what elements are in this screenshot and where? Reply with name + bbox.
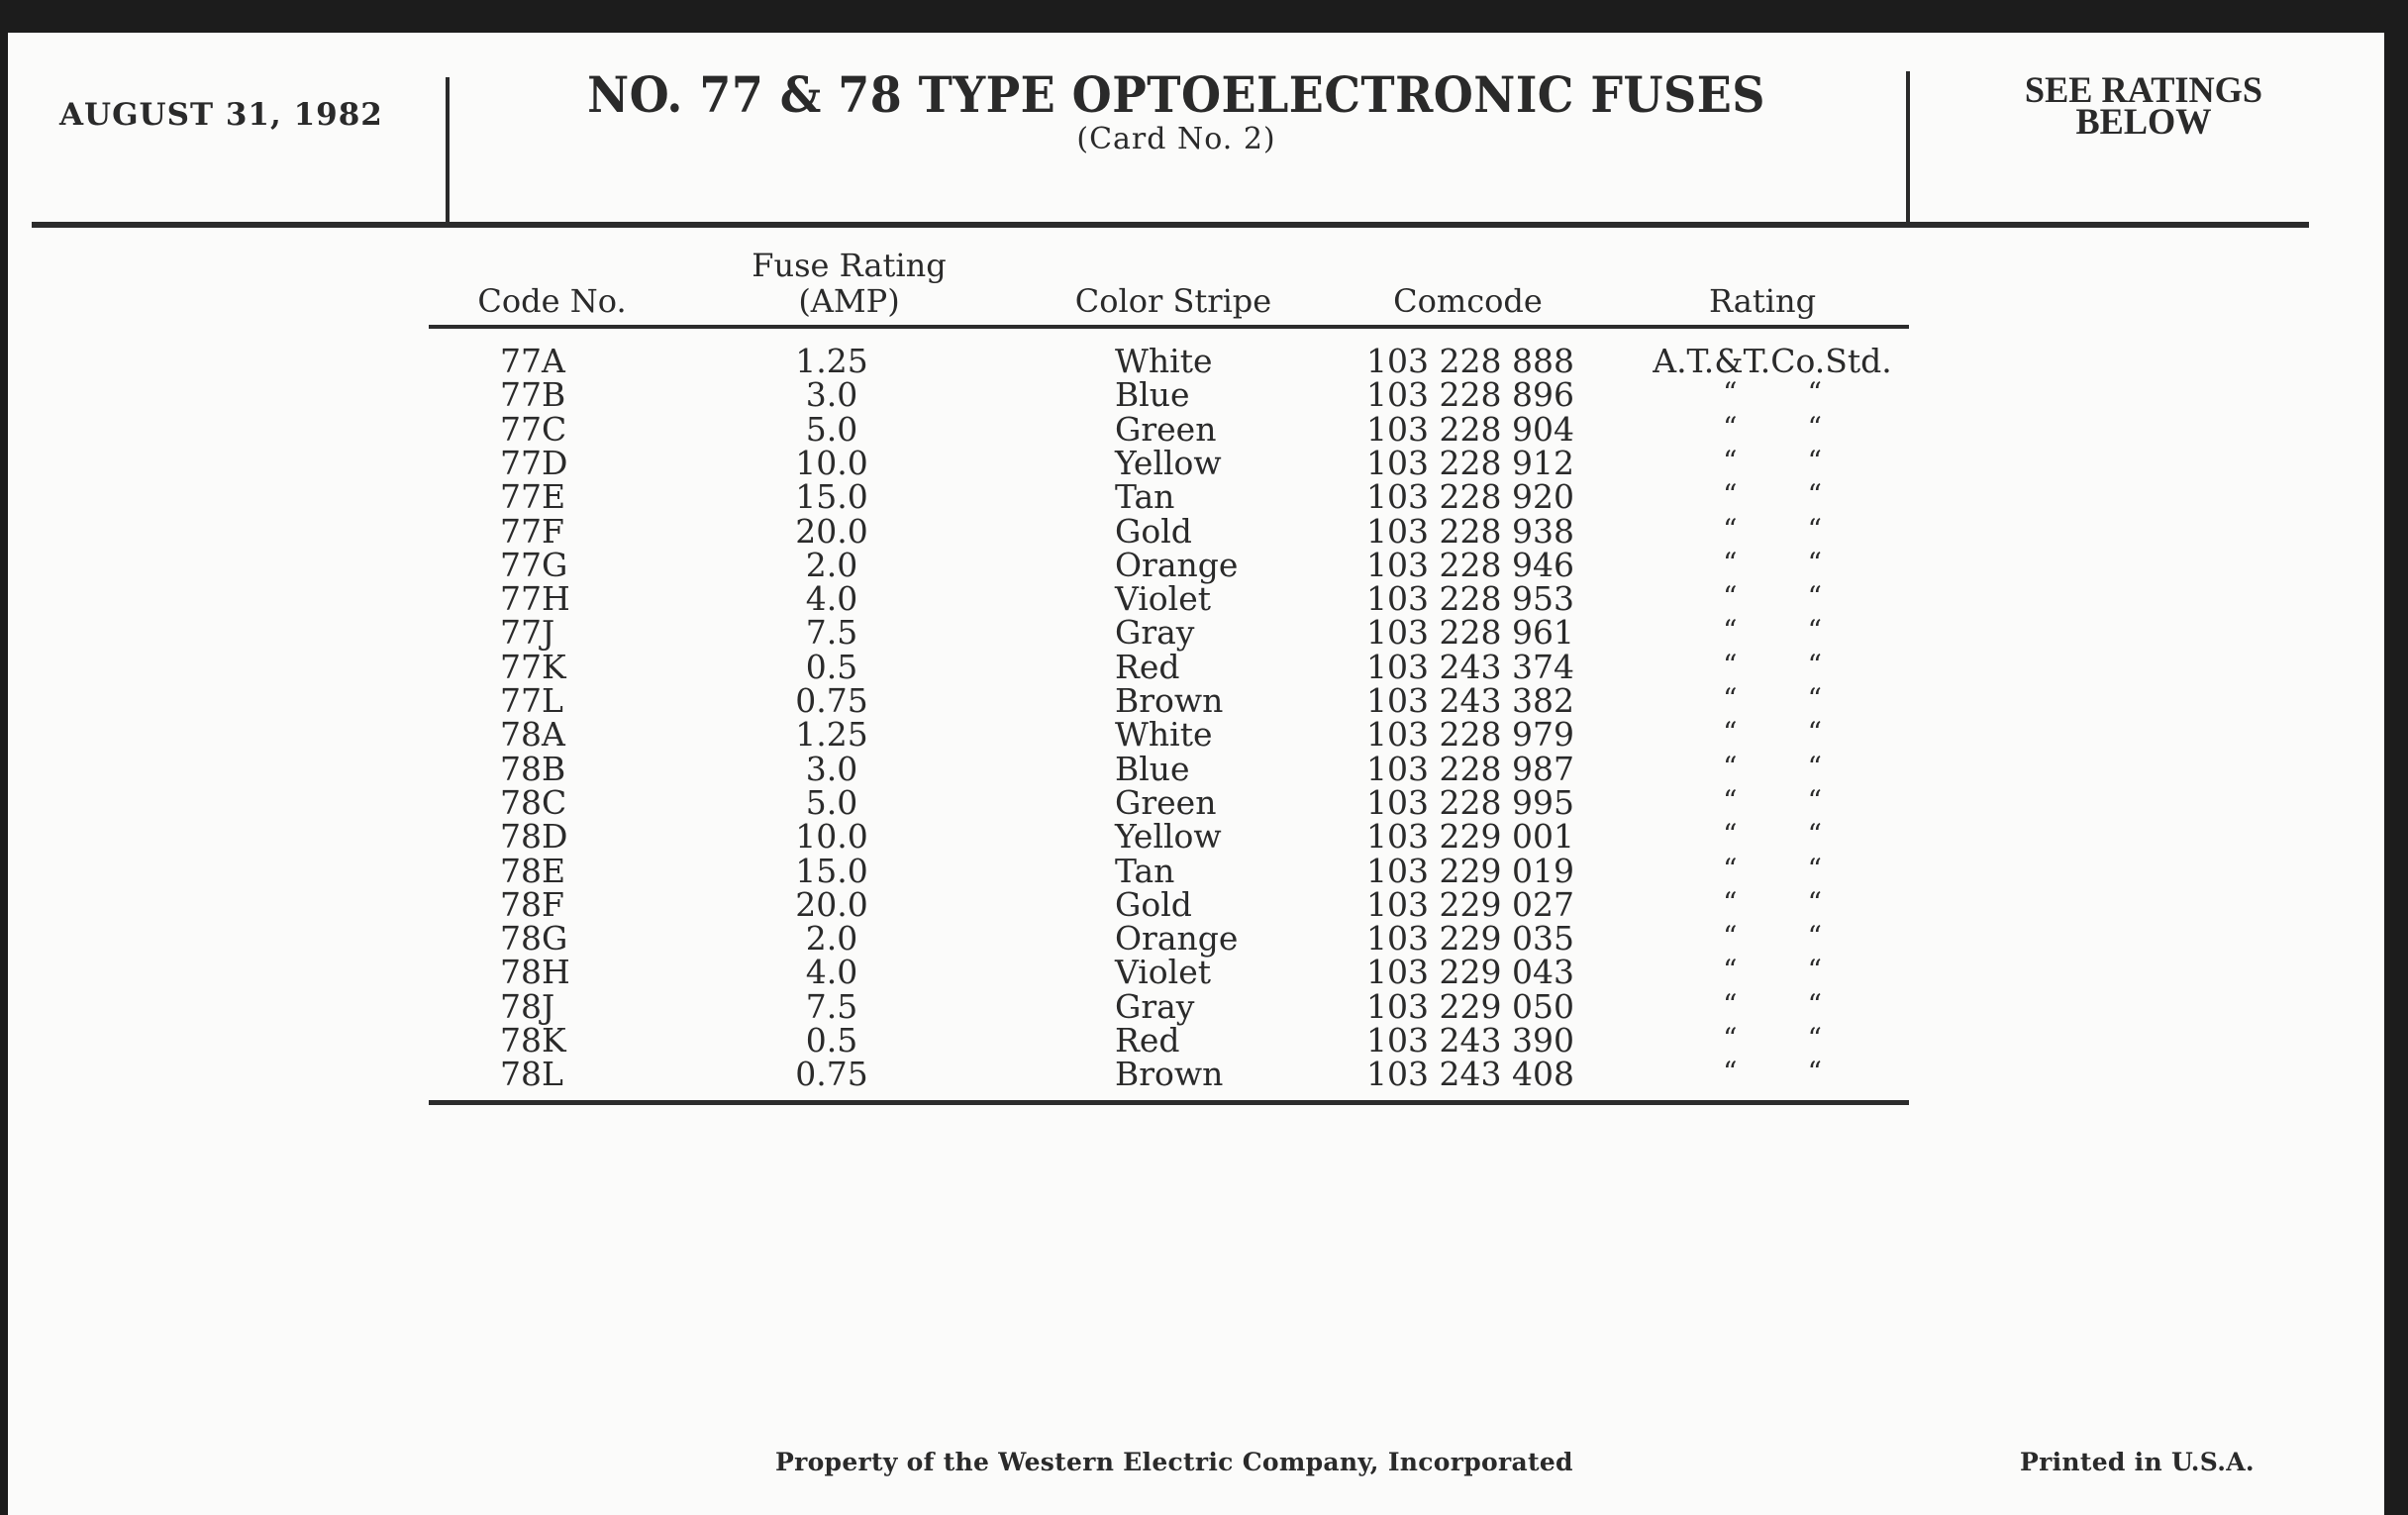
cell-amp: 4.0 bbox=[805, 953, 858, 992]
cell-amp: 5.0 bbox=[805, 409, 858, 449]
cell-amp: 15.0 bbox=[795, 851, 868, 890]
cell-comcode: 103 228 920 bbox=[1366, 477, 1574, 517]
cell-amp: 3.0 bbox=[805, 749, 858, 788]
cell-rating: “ “ bbox=[1723, 750, 1822, 783]
cell-color: Brown bbox=[1115, 681, 1224, 720]
cell-comcode: 103 228 979 bbox=[1366, 715, 1574, 755]
cell-amp: 4.0 bbox=[805, 579, 858, 619]
cell-comcode: 103 229 027 bbox=[1366, 884, 1574, 924]
cell-code: 78F bbox=[500, 884, 564, 924]
cell-color: Tan bbox=[1115, 851, 1175, 890]
cell-color: Blue bbox=[1115, 375, 1190, 415]
cell-color: White bbox=[1115, 715, 1213, 755]
cell-code: 77E bbox=[500, 477, 566, 517]
cell-code: 78K bbox=[500, 1021, 566, 1060]
cell-rating: “ “ bbox=[1723, 783, 1822, 817]
cell-rating: “ “ bbox=[1723, 682, 1822, 715]
cell-rating: “ “ bbox=[1723, 648, 1822, 681]
cell-comcode: 103 228 938 bbox=[1366, 511, 1574, 551]
cell-color: Violet bbox=[1115, 579, 1212, 619]
col-header-code: Code No. bbox=[477, 282, 627, 320]
cell-color: Green bbox=[1115, 409, 1217, 449]
cell-comcode: 103 243 374 bbox=[1366, 647, 1574, 686]
cell-amp: 7.5 bbox=[805, 986, 858, 1026]
cell-amp: 7.5 bbox=[805, 613, 858, 653]
cell-amp: 10.0 bbox=[795, 443, 868, 482]
cell-amp: 20.0 bbox=[795, 511, 868, 551]
cell-amp: 0.5 bbox=[805, 647, 858, 686]
cell-amp: 5.0 bbox=[805, 782, 858, 822]
cell-comcode: 103 229 050 bbox=[1366, 986, 1574, 1026]
cell-rating: “ “ bbox=[1723, 376, 1822, 410]
cell-rating: “ “ bbox=[1723, 716, 1822, 750]
cell-comcode: 103 228 904 bbox=[1366, 409, 1574, 449]
cell-code: 78C bbox=[500, 782, 567, 822]
cell-rating: A.T.&T.Co.Std. bbox=[1653, 342, 1892, 380]
cell-color: Yellow bbox=[1115, 817, 1222, 857]
cell-color: Brown bbox=[1115, 1055, 1224, 1094]
cell-comcode: 103 229 001 bbox=[1366, 817, 1574, 857]
cell-comcode: 103 243 382 bbox=[1366, 681, 1574, 720]
cell-rating: “ “ bbox=[1723, 614, 1822, 648]
cell-rating: “ “ bbox=[1723, 852, 1822, 885]
cell-color: Gray bbox=[1115, 613, 1195, 653]
cell-color: Gold bbox=[1115, 884, 1192, 924]
printed-notice: Printed in U.S.A. bbox=[2020, 1448, 2255, 1476]
cell-amp: 1.25 bbox=[795, 342, 868, 380]
cell-rating: “ “ bbox=[1723, 818, 1822, 852]
cell-rating: “ “ bbox=[1723, 987, 1822, 1021]
cell-code: 77G bbox=[500, 545, 568, 584]
cell-comcode: 103 228 953 bbox=[1366, 579, 1574, 619]
col-header-fuse-rating-line1: Fuse Rating bbox=[752, 247, 947, 284]
cell-code: 77H bbox=[500, 579, 570, 619]
cell-code: 77D bbox=[500, 443, 568, 482]
header-rule bbox=[32, 222, 2309, 228]
col-header-fuse-rating bbox=[713, 248, 985, 319]
cell-color: Red bbox=[1115, 1021, 1180, 1060]
cell-rating: “ “ bbox=[1723, 410, 1822, 444]
cell-color: Orange bbox=[1115, 545, 1239, 584]
col-header-rating: Rating bbox=[1708, 282, 1817, 320]
header-divider-left bbox=[446, 77, 450, 224]
header-divider-right bbox=[1906, 71, 1910, 222]
col-header-comcode: Comcode bbox=[1393, 282, 1543, 320]
cell-comcode: 103 243 390 bbox=[1366, 1021, 1574, 1060]
ratings-note-line2: BELOW bbox=[2075, 102, 2212, 143]
cell-amp: 3.0 bbox=[805, 375, 858, 415]
cell-code: 78B bbox=[500, 749, 566, 788]
cell-comcode: 103 229 035 bbox=[1366, 919, 1574, 959]
cell-code: 78A bbox=[500, 715, 565, 755]
cell-color: Orange bbox=[1115, 919, 1239, 959]
cell-color: Red bbox=[1115, 647, 1180, 686]
cell-comcode: 103 228 946 bbox=[1366, 545, 1574, 584]
cell-code: 77L bbox=[500, 681, 563, 720]
cell-comcode: 103 229 019 bbox=[1366, 851, 1574, 890]
cell-amp: 10.0 bbox=[795, 817, 868, 857]
ratings-note-line1: SEE RATINGS bbox=[2024, 70, 2263, 111]
document-subtitle: (Card No. 2) bbox=[1076, 122, 1276, 156]
cell-code: 77F bbox=[500, 511, 564, 551]
col-header-fuse-rating-line2: (AMP) bbox=[798, 282, 900, 320]
cell-color: Green bbox=[1115, 782, 1217, 822]
cell-amp: 0.75 bbox=[795, 1055, 868, 1094]
cell-color: Gray bbox=[1115, 986, 1195, 1026]
cell-comcode: 103 243 408 bbox=[1366, 1055, 1574, 1094]
col-header-color-stripe: Color Stripe bbox=[1074, 282, 1272, 320]
cell-color: Gold bbox=[1115, 511, 1192, 551]
cell-rating: “ “ bbox=[1723, 954, 1822, 987]
cell-rating: “ “ bbox=[1723, 1056, 1822, 1089]
property-notice: Property of the Western Electric Company, Incorporated bbox=[775, 1448, 1573, 1476]
cell-code: 78J bbox=[500, 986, 555, 1026]
cell-code: 78G bbox=[500, 919, 568, 959]
cell-amp: 2.0 bbox=[805, 919, 858, 959]
cell-code: 77C bbox=[500, 409, 567, 449]
cell-comcode: 103 228 888 bbox=[1366, 342, 1574, 380]
ratings-note bbox=[1916, 70, 2372, 143]
cell-rating: “ “ bbox=[1723, 444, 1822, 477]
cell-amp: 15.0 bbox=[795, 477, 868, 517]
cell-code: 78H bbox=[500, 953, 570, 992]
cell-amp: 0.75 bbox=[795, 681, 868, 720]
cell-code: 78E bbox=[500, 851, 566, 890]
cell-rating: “ “ bbox=[1723, 920, 1822, 954]
cell-amp: 20.0 bbox=[795, 884, 868, 924]
cell-comcode: 103 228 987 bbox=[1366, 749, 1574, 788]
cell-rating: “ “ bbox=[1723, 1022, 1822, 1055]
cell-color: White bbox=[1115, 342, 1213, 380]
cell-color: Blue bbox=[1115, 749, 1190, 788]
cell-comcode: 103 229 043 bbox=[1366, 953, 1574, 992]
cell-rating: “ “ bbox=[1723, 580, 1822, 614]
table-bottom-rule bbox=[429, 1100, 1909, 1105]
cell-comcode: 103 228 995 bbox=[1366, 782, 1574, 822]
cell-comcode: 103 228 912 bbox=[1366, 443, 1574, 482]
issue-date: AUGUST 31, 1982 bbox=[59, 97, 383, 133]
cell-code: 77K bbox=[500, 647, 566, 686]
cell-color: Tan bbox=[1115, 477, 1175, 517]
cell-amp: 0.5 bbox=[805, 1021, 858, 1060]
cell-code: 77B bbox=[500, 375, 566, 415]
cell-comcode: 103 228 961 bbox=[1366, 613, 1574, 653]
document-title: NO. 77 & 78 TYPE OPTOELECTRONIC FUSES bbox=[587, 65, 1765, 124]
cell-rating: “ “ bbox=[1723, 546, 1822, 579]
cell-amp: 2.0 bbox=[805, 545, 858, 584]
cell-rating: “ “ bbox=[1723, 512, 1822, 546]
cell-rating: “ “ bbox=[1723, 885, 1822, 919]
cell-color: Yellow bbox=[1115, 443, 1222, 482]
cell-code: 77J bbox=[500, 613, 555, 653]
table-header-rule bbox=[429, 325, 1909, 329]
cell-code: 78D bbox=[500, 817, 568, 857]
cell-code: 78L bbox=[500, 1055, 563, 1094]
cell-color: Violet bbox=[1115, 953, 1212, 992]
cell-code: 77A bbox=[500, 342, 565, 380]
cell-amp: 1.25 bbox=[795, 715, 868, 755]
cell-comcode: 103 228 896 bbox=[1366, 375, 1574, 415]
cell-rating: “ “ bbox=[1723, 478, 1822, 512]
